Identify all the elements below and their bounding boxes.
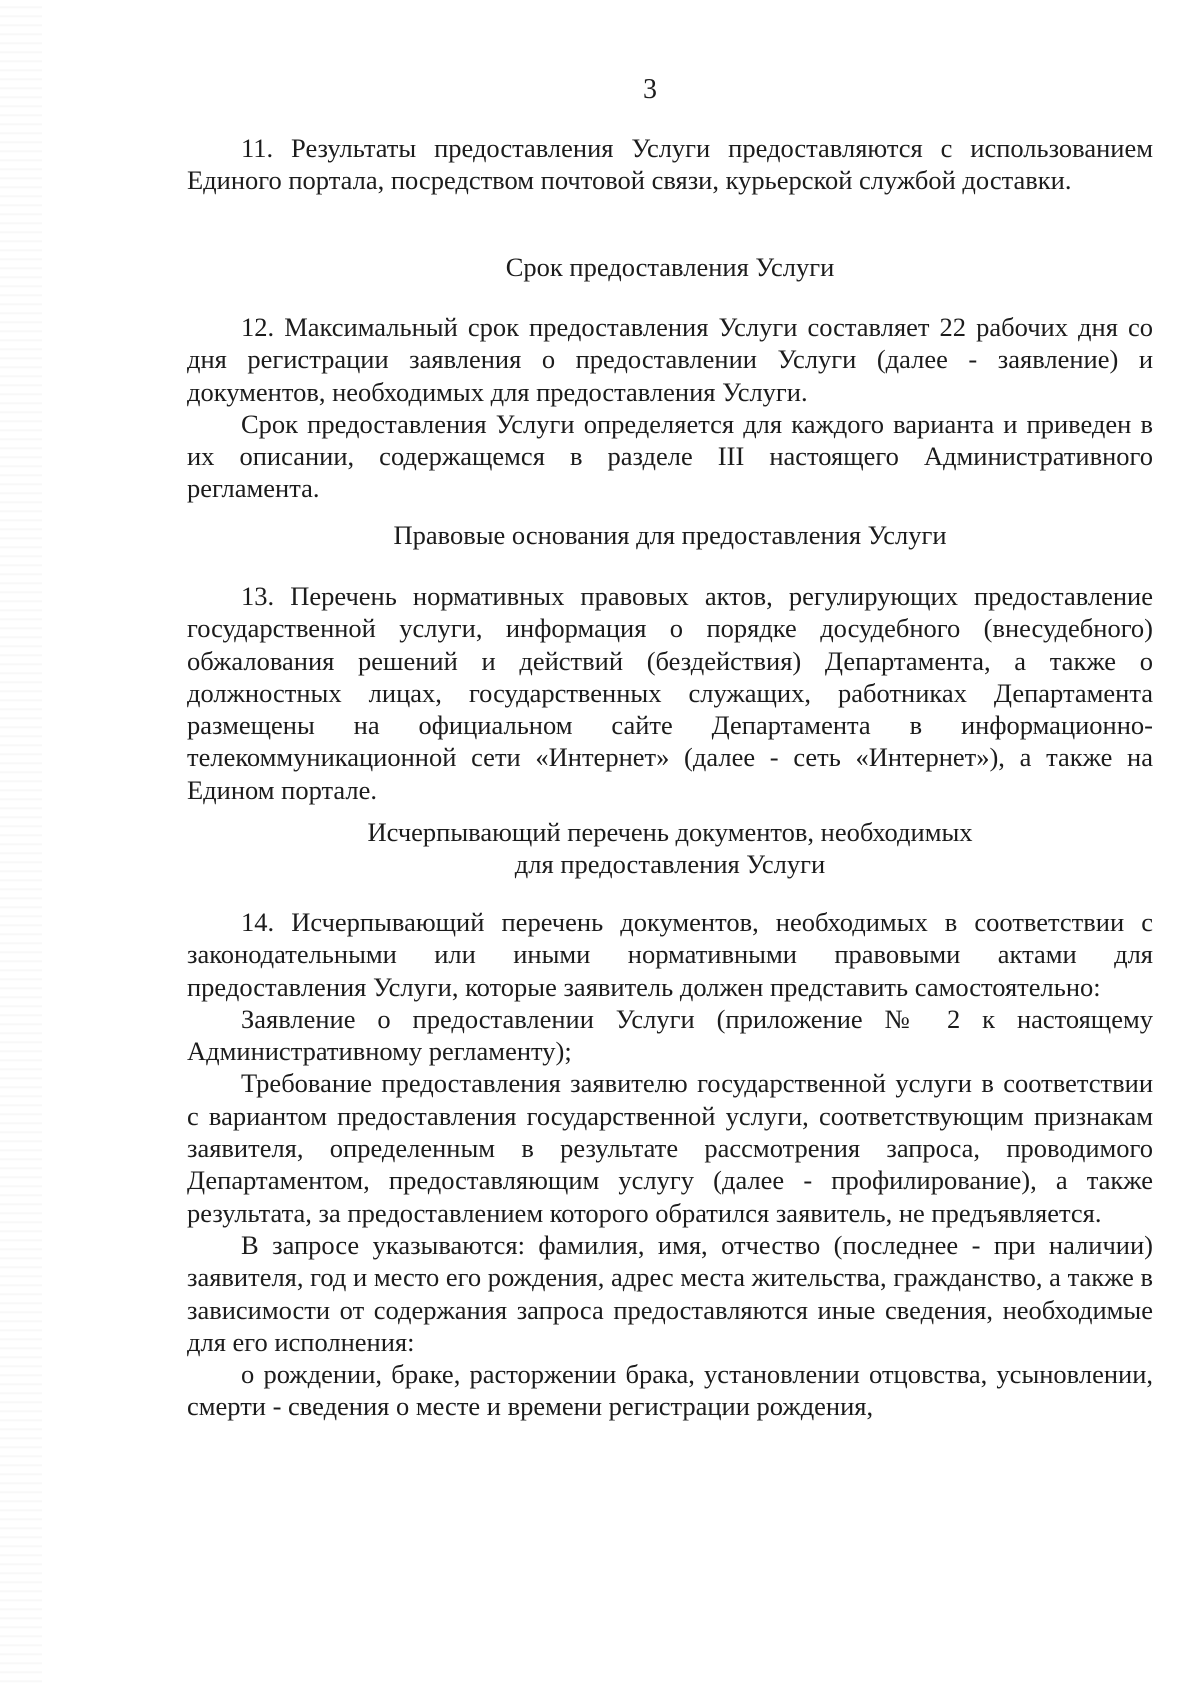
section-heading-legal bbox=[187, 519, 1153, 551]
heading-line: Срок предоставления Услуги bbox=[505, 252, 835, 282]
scan-edge-artifact bbox=[0, 0, 42, 1689]
paragraph: о рождении, браке, расторжении брака, установлении отцовства, усыновлении, смерти - сведения о месте и времени регистрации рождения, bbox=[187, 1359, 1153, 1422]
section-13 bbox=[187, 580, 1153, 806]
heading-line: Правовые основания для предоставления Услуги bbox=[393, 520, 947, 550]
paragraph: 12. Максимальный срок предоставления Услуги составляет 22 рабочих дня со дня регистрации заявления о предоставлении Услуги (далее - заявление) и документов, необходимых для предоставления Услуги. bbox=[187, 312, 1153, 407]
paragraph: 13. Перечень нормативных правовых актов, регулирующих предоставление государственной услуги, информация о порядке досудебного (внесудебного) обжалования решений и действий (бездействия) Департамента, а также о должностных лицах, государственных служащих, работниках Департамента размещены на официальном сайте Департамента в информационно-телекоммуникационной сети «Интернет» (далее - сеть «Интернет»), а также на Едином портале. bbox=[187, 581, 1153, 805]
heading-line: Исчерпывающий перечень документов, необходимых bbox=[367, 817, 973, 847]
paragraph: Требование предоставления заявителю государственной услуги в соответствии с вариантом предоставления государственной услуги, соответствующим признакам заявителя, определенным в результате рассмотрения запроса, проводимого Департаментом, предоставляющим услугу (далее - профилирование), а также результата, за предоставлением которого обратился заявитель, не предъявляется. bbox=[187, 1068, 1153, 1228]
paragraph: В запросе указываются: фамилия, имя, отчество (последнее - при наличии) заявителя, год и место его рождения, адрес места жительства, гражданство, а также в зависимости от содержания запроса предоставляются иные сведения, необходимые для его исполнения: bbox=[187, 1229, 1153, 1357]
section-11 bbox=[187, 132, 1153, 197]
paragraph: 11. Результаты предоставления Услуги предоставляются с использованием Единого портала, посредством почтовой связи, курьерской службой доставки. bbox=[187, 133, 1153, 196]
section-14 bbox=[187, 906, 1153, 1423]
paragraph: Заявление о предоставлении Услуги (приложение № 2 к настоящему Административному регламенту); bbox=[187, 1003, 1153, 1067]
heading-line: для предоставления Услуги bbox=[514, 849, 826, 880]
section-heading-term bbox=[187, 251, 1153, 283]
paragraph: 14. Исчерпывающий перечень документов, необходимых в соответствии с законодательными или иными нормативными правовыми актами для предоставления Услуги, которые заявитель должен представить самостоятельно: bbox=[187, 907, 1153, 1002]
section-heading-documents bbox=[187, 816, 1153, 881]
paragraph: Срок предоставления Услуги определяется для каждого варианта и приведен в их описании, содержащемся в разделе III настоящего Административного регламента. bbox=[187, 408, 1153, 504]
section-12 bbox=[187, 311, 1153, 505]
page-number: 3 bbox=[643, 74, 657, 105]
